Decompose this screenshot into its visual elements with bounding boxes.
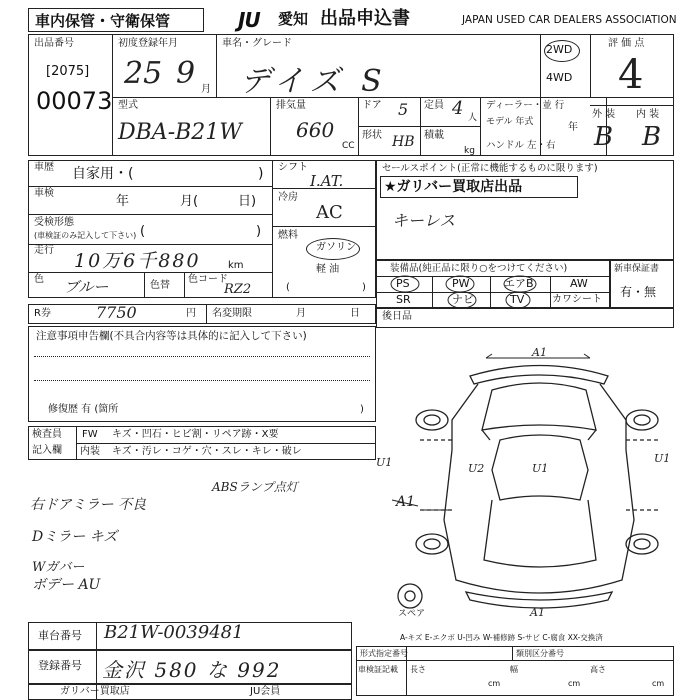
- note-line-1: 右ドアミラー 不良: [30, 497, 147, 513]
- drive-2wd: 2WD: [546, 43, 573, 56]
- note-line-2: Dミラー キズ: [32, 529, 118, 545]
- color-code: RZ2: [224, 282, 252, 297]
- mileage-unit: km: [228, 260, 244, 271]
- association-name: JAPAN USED CAR DEALERS ASSOCIATION: [462, 14, 677, 26]
- vehicle-name-value: デイズ S: [240, 64, 388, 99]
- damage-legend: A-キズ E-エクボ U-凹み W-補修跡 S-サビ C-腐食 XX-交換済: [400, 633, 603, 642]
- spare-label: スペア: [398, 609, 426, 619]
- diagram-mark-a1-left: A1: [396, 494, 416, 510]
- fuel-open: (: [286, 282, 290, 293]
- diagram-mark-a1-top: A1: [532, 346, 547, 359]
- inspection-month: 月(: [180, 194, 199, 209]
- spec-length: 長さ: [410, 665, 426, 674]
- vehicle-name-label: 車名・グレード: [222, 38, 292, 49]
- interior-label: 内 装: [636, 109, 660, 120]
- mileage-value: 10万6千880: [74, 250, 201, 272]
- sales-point-banner-text: ★ガリバー買取店出品: [384, 179, 523, 195]
- recycle-label: R券: [34, 308, 51, 319]
- inspector-row1-tag: FW: [82, 429, 98, 440]
- first-registration-label: 初度登録年月: [118, 38, 178, 49]
- inspection-label: 車検: [34, 188, 54, 199]
- pre-registration-close: ): [256, 224, 262, 239]
- warranty-label: 新車保証書: [614, 264, 660, 274]
- ju-logo-mark: JU: [238, 8, 260, 32]
- displacement-label: 排気量: [276, 100, 306, 111]
- color-change-label: 色替: [150, 280, 170, 291]
- note-line-3: Wガバー: [32, 560, 85, 575]
- inspection-day: 日): [238, 194, 257, 209]
- equipment-label: 装備品(純正品に限り○をつけてください): [390, 263, 568, 274]
- history-close: ): [258, 166, 264, 182]
- after-photo-label: 後日品: [382, 311, 412, 322]
- fuel-value-1: ガソリン: [316, 242, 356, 253]
- spec-class-label: 類別区分番号: [516, 649, 564, 658]
- sales-point-label: セールスポイント(正常に機能するものに限ります): [382, 163, 598, 174]
- diagram-mark-a1-bottom: A1: [530, 606, 545, 619]
- spec-cm-1: cm: [488, 679, 501, 688]
- spec-cm-3: cm: [652, 679, 665, 688]
- gulliver-row-text: ガリバー買取店: [60, 686, 130, 697]
- shift-value: I.AT.: [310, 172, 344, 190]
- name-change-month: 月: [296, 308, 306, 319]
- evaluation-label: 評 価 点: [608, 38, 645, 49]
- logo-region: 愛知: [278, 10, 309, 28]
- spec-cert-label: 車検証記載: [358, 665, 398, 674]
- equipment-airbag: エアB: [504, 277, 534, 290]
- note-line-4: ボデー AU: [32, 577, 101, 593]
- equipment-ps: PS: [396, 277, 410, 290]
- diagram-mark-u1-center: U2: [468, 462, 485, 475]
- equipment-navi: ナビ: [452, 293, 474, 306]
- lot-label: 出品番号: [34, 38, 74, 49]
- inspection-year: 年: [116, 194, 130, 209]
- capacity-value: 4: [452, 98, 464, 119]
- notes-label: 注意事項申告欄(不具合内容等は具体的に記入して下さい): [36, 330, 307, 342]
- first-registration-month-unit: 月: [201, 84, 211, 95]
- aircon-value: AC: [316, 202, 343, 223]
- equipment-sr: SR: [396, 293, 411, 306]
- drive-4wd: 4WD: [546, 71, 573, 84]
- displacement-unit: CC: [342, 141, 355, 151]
- model-label: 型式: [118, 100, 138, 111]
- inspector-label-2: 記入欄: [32, 445, 62, 456]
- warranty-value: 有・無: [620, 285, 657, 299]
- spec-cm-2: cm: [568, 679, 581, 688]
- diagram-mark-u1-left: U1: [376, 456, 393, 469]
- first-registration-month: 9: [176, 56, 196, 91]
- shape-value: HB: [392, 134, 415, 150]
- spec-height: 高さ: [590, 665, 606, 674]
- name-change-day: 日: [350, 308, 360, 319]
- equipment-aw: AW: [570, 277, 588, 290]
- fuel-label: 燃料: [278, 230, 298, 241]
- color-label: 色: [34, 274, 44, 285]
- displacement-value: 660: [296, 118, 335, 142]
- evaluation-score: 4: [618, 52, 644, 98]
- color-value: ブルー: [64, 278, 109, 296]
- exterior-label: 外 装: [592, 109, 616, 120]
- equipment-pw: PW: [452, 277, 470, 290]
- model-value: DBA-B21W: [118, 120, 242, 145]
- pre-registration-label: 受検形態: [34, 217, 74, 228]
- recycle-value: 7750: [96, 303, 137, 322]
- spec-width: 幅: [510, 665, 518, 674]
- shift-label: シフト: [278, 162, 308, 173]
- note-abs: ABSランプ点灯: [212, 480, 298, 494]
- capacity-label: 定員: [424, 100, 444, 111]
- color-code-label: 色コード: [188, 274, 228, 285]
- notes-repair: 修復歴 有 (箇所: [48, 404, 119, 415]
- equipment-seat: カワシート: [552, 294, 602, 305]
- name-change-label: 名変期限: [212, 308, 252, 319]
- diagram-mark-u2: U1: [532, 462, 549, 475]
- interior-grade: B: [642, 122, 662, 152]
- pre-registration-open: (: [140, 224, 146, 239]
- spec-type-label: 形式指定番号: [360, 649, 408, 658]
- form-title: 出品申込書: [320, 8, 410, 29]
- capacity-unit: 人: [468, 113, 478, 123]
- chassis-label: 車台番号: [38, 629, 82, 642]
- registration-label: 登録番号: [38, 659, 82, 672]
- notes-repair-close: ): [360, 404, 364, 415]
- load-unit: kg: [464, 146, 475, 156]
- inspector-row2: キズ・汚レ・コゲ・穴・スレ・キレ・破レ: [112, 446, 302, 457]
- ju-member-text: JU会員: [250, 686, 281, 697]
- dealer-handle: ハンドル 左・右: [486, 140, 556, 151]
- first-registration-year: 25: [124, 56, 163, 91]
- fuel-close: ): [362, 282, 366, 293]
- exterior-grade: B: [594, 122, 614, 152]
- history-value: 自家用・(: [72, 166, 134, 182]
- history-label: 車歴: [34, 162, 54, 173]
- storage-tag-text: 車内保管・守衛保管: [35, 12, 171, 30]
- fuel-value-2: 軽 油: [316, 264, 340, 275]
- doors-label: ドア: [362, 100, 382, 111]
- lot-bracket-number: [2075]: [46, 64, 90, 79]
- aircon-label: 冷房: [278, 192, 298, 203]
- doors-value: 5: [398, 100, 409, 119]
- inspector-row2-tag: 内装: [80, 446, 100, 457]
- shape-label: 形状: [362, 130, 382, 141]
- equipment-tv: TV: [510, 293, 525, 306]
- chassis-value: B21W-0039481: [104, 622, 244, 643]
- diagram-mark-u1-right: U1: [654, 452, 671, 465]
- inspector-row1: キズ・凹石・ヒビ割・リペア跡・X要: [112, 429, 279, 440]
- recycle-unit: 円: [186, 308, 196, 319]
- lot-number: 00073: [36, 87, 113, 115]
- dealer-label: ディーラー・並 行: [486, 100, 565, 111]
- sales-point-note: キーレス: [392, 211, 456, 230]
- pre-registration-note: (車検証のみ記入して下さい): [34, 231, 137, 240]
- dealer-year-unit: 年: [568, 122, 578, 133]
- load-label: 積載: [424, 130, 444, 141]
- dealer-model-year: モデル 年式: [486, 117, 534, 127]
- mileage-label: 走行: [34, 245, 54, 256]
- inspector-label-1: 検査員: [32, 429, 62, 440]
- registration-value: 金沢 580 な 992: [102, 658, 282, 682]
